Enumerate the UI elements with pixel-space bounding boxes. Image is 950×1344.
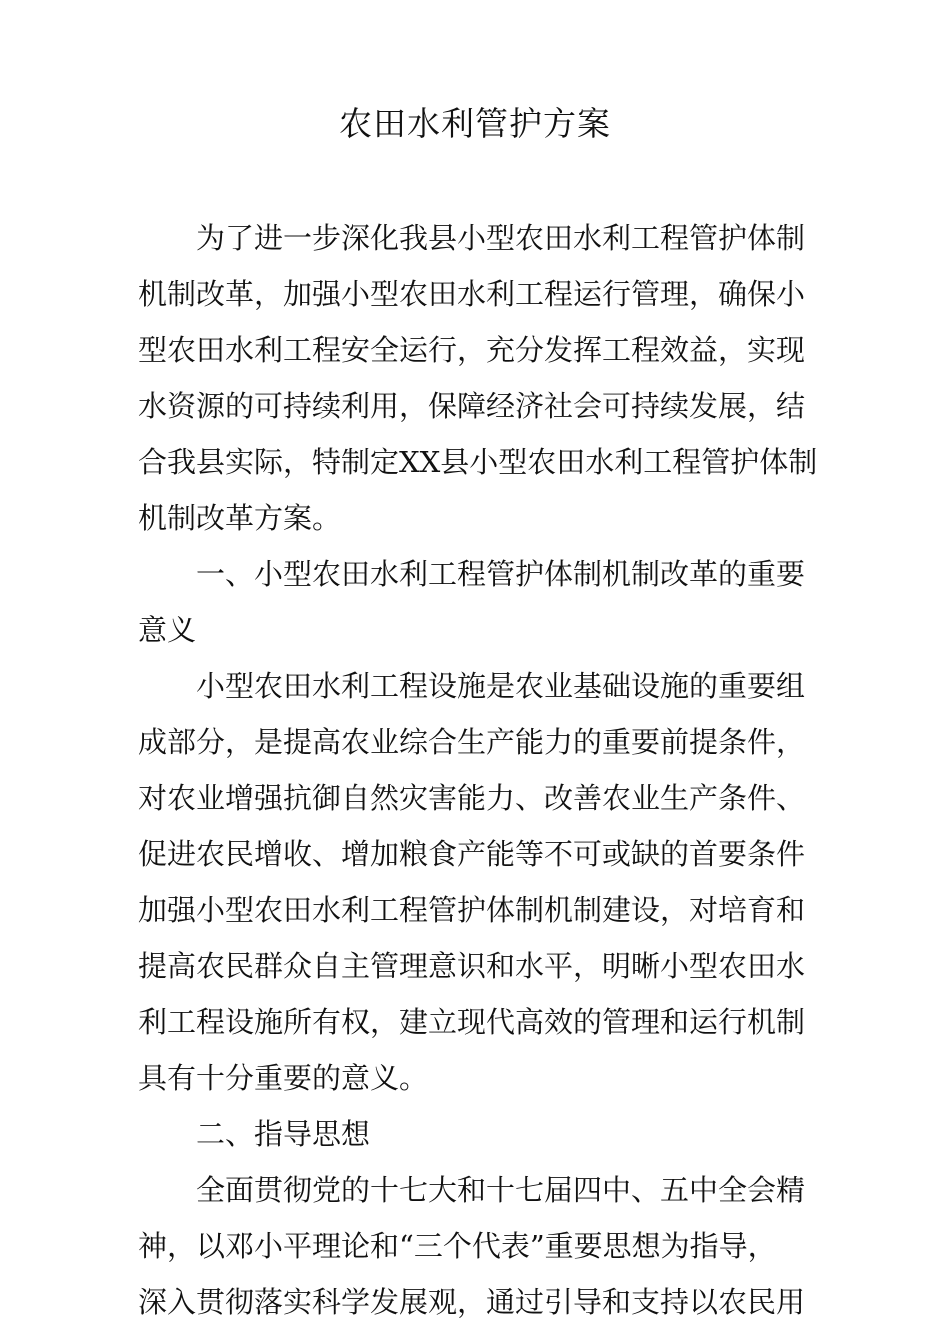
paragraph-intro-line: 为了进一步深化我县小型农田水利工程管护体制 xyxy=(196,221,806,255)
paragraph-significance-line: 成部分，是提高农业综合生产能力的重要前提条件， xyxy=(138,725,806,759)
section-heading-line: 一、小型农田水利工程管护体制机制改革的重要 xyxy=(196,557,806,591)
document-body xyxy=(138,210,824,1330)
paragraph-significance-line: 小型农田水利工程设施是农业基础设施的重要组 xyxy=(196,669,806,703)
paragraph-guiding-line: 深入贯彻落实科学发展观，通过引导和支持以农民用 xyxy=(138,1285,806,1319)
paragraph-guiding-line: 神，以邓小平理论和“三个代表”重要思想为指导， xyxy=(138,1229,777,1263)
section-heading-line: 意义 xyxy=(138,613,197,647)
paragraph-significance-line: 促进农民增收、增加粮食产能等不可或缺的首要条件 xyxy=(138,837,806,871)
paragraph-intro-line: 型农田水利工程安全运行，充分发挥工程效益，实现 xyxy=(138,333,806,367)
paragraph-intro-line: 机制改革，加强小型农田水利工程运行管理，确保小 xyxy=(138,277,806,311)
paragraph-significance-line: 利工程设施所有权，建立现代高效的管理和运行机制 xyxy=(138,1005,806,1039)
paragraph-significance-line: 对农业增强抗御自然灾害能力、改善农业生产条件、 xyxy=(138,781,806,815)
paragraph-significance-line: 具有十分重要的意义。 xyxy=(138,1061,429,1095)
paragraph-significance-line: 提高农民群众自主管理意识和水平，明晰小型农田水 xyxy=(138,949,806,983)
section-heading-line: 二、指导思想 xyxy=(196,1117,371,1151)
document-title: 农田水利管护方案 xyxy=(339,104,611,143)
paragraph-intro-line: 水资源的可持续利用，保障经济社会可持续发展，结 xyxy=(138,389,806,423)
paragraph-intro-line: 机制改革方案。 xyxy=(138,501,342,535)
paragraph-significance-line: 加强小型农田水利工程管护体制机制建设，对培育和 xyxy=(138,893,806,927)
paragraph-guiding-line: 全面贯彻党的十七大和十七届四中、五中全会精 xyxy=(196,1173,806,1207)
paragraph-intro-line: 合我县实际，特制定XX县小型农田水利工程管护体制 xyxy=(138,445,818,479)
